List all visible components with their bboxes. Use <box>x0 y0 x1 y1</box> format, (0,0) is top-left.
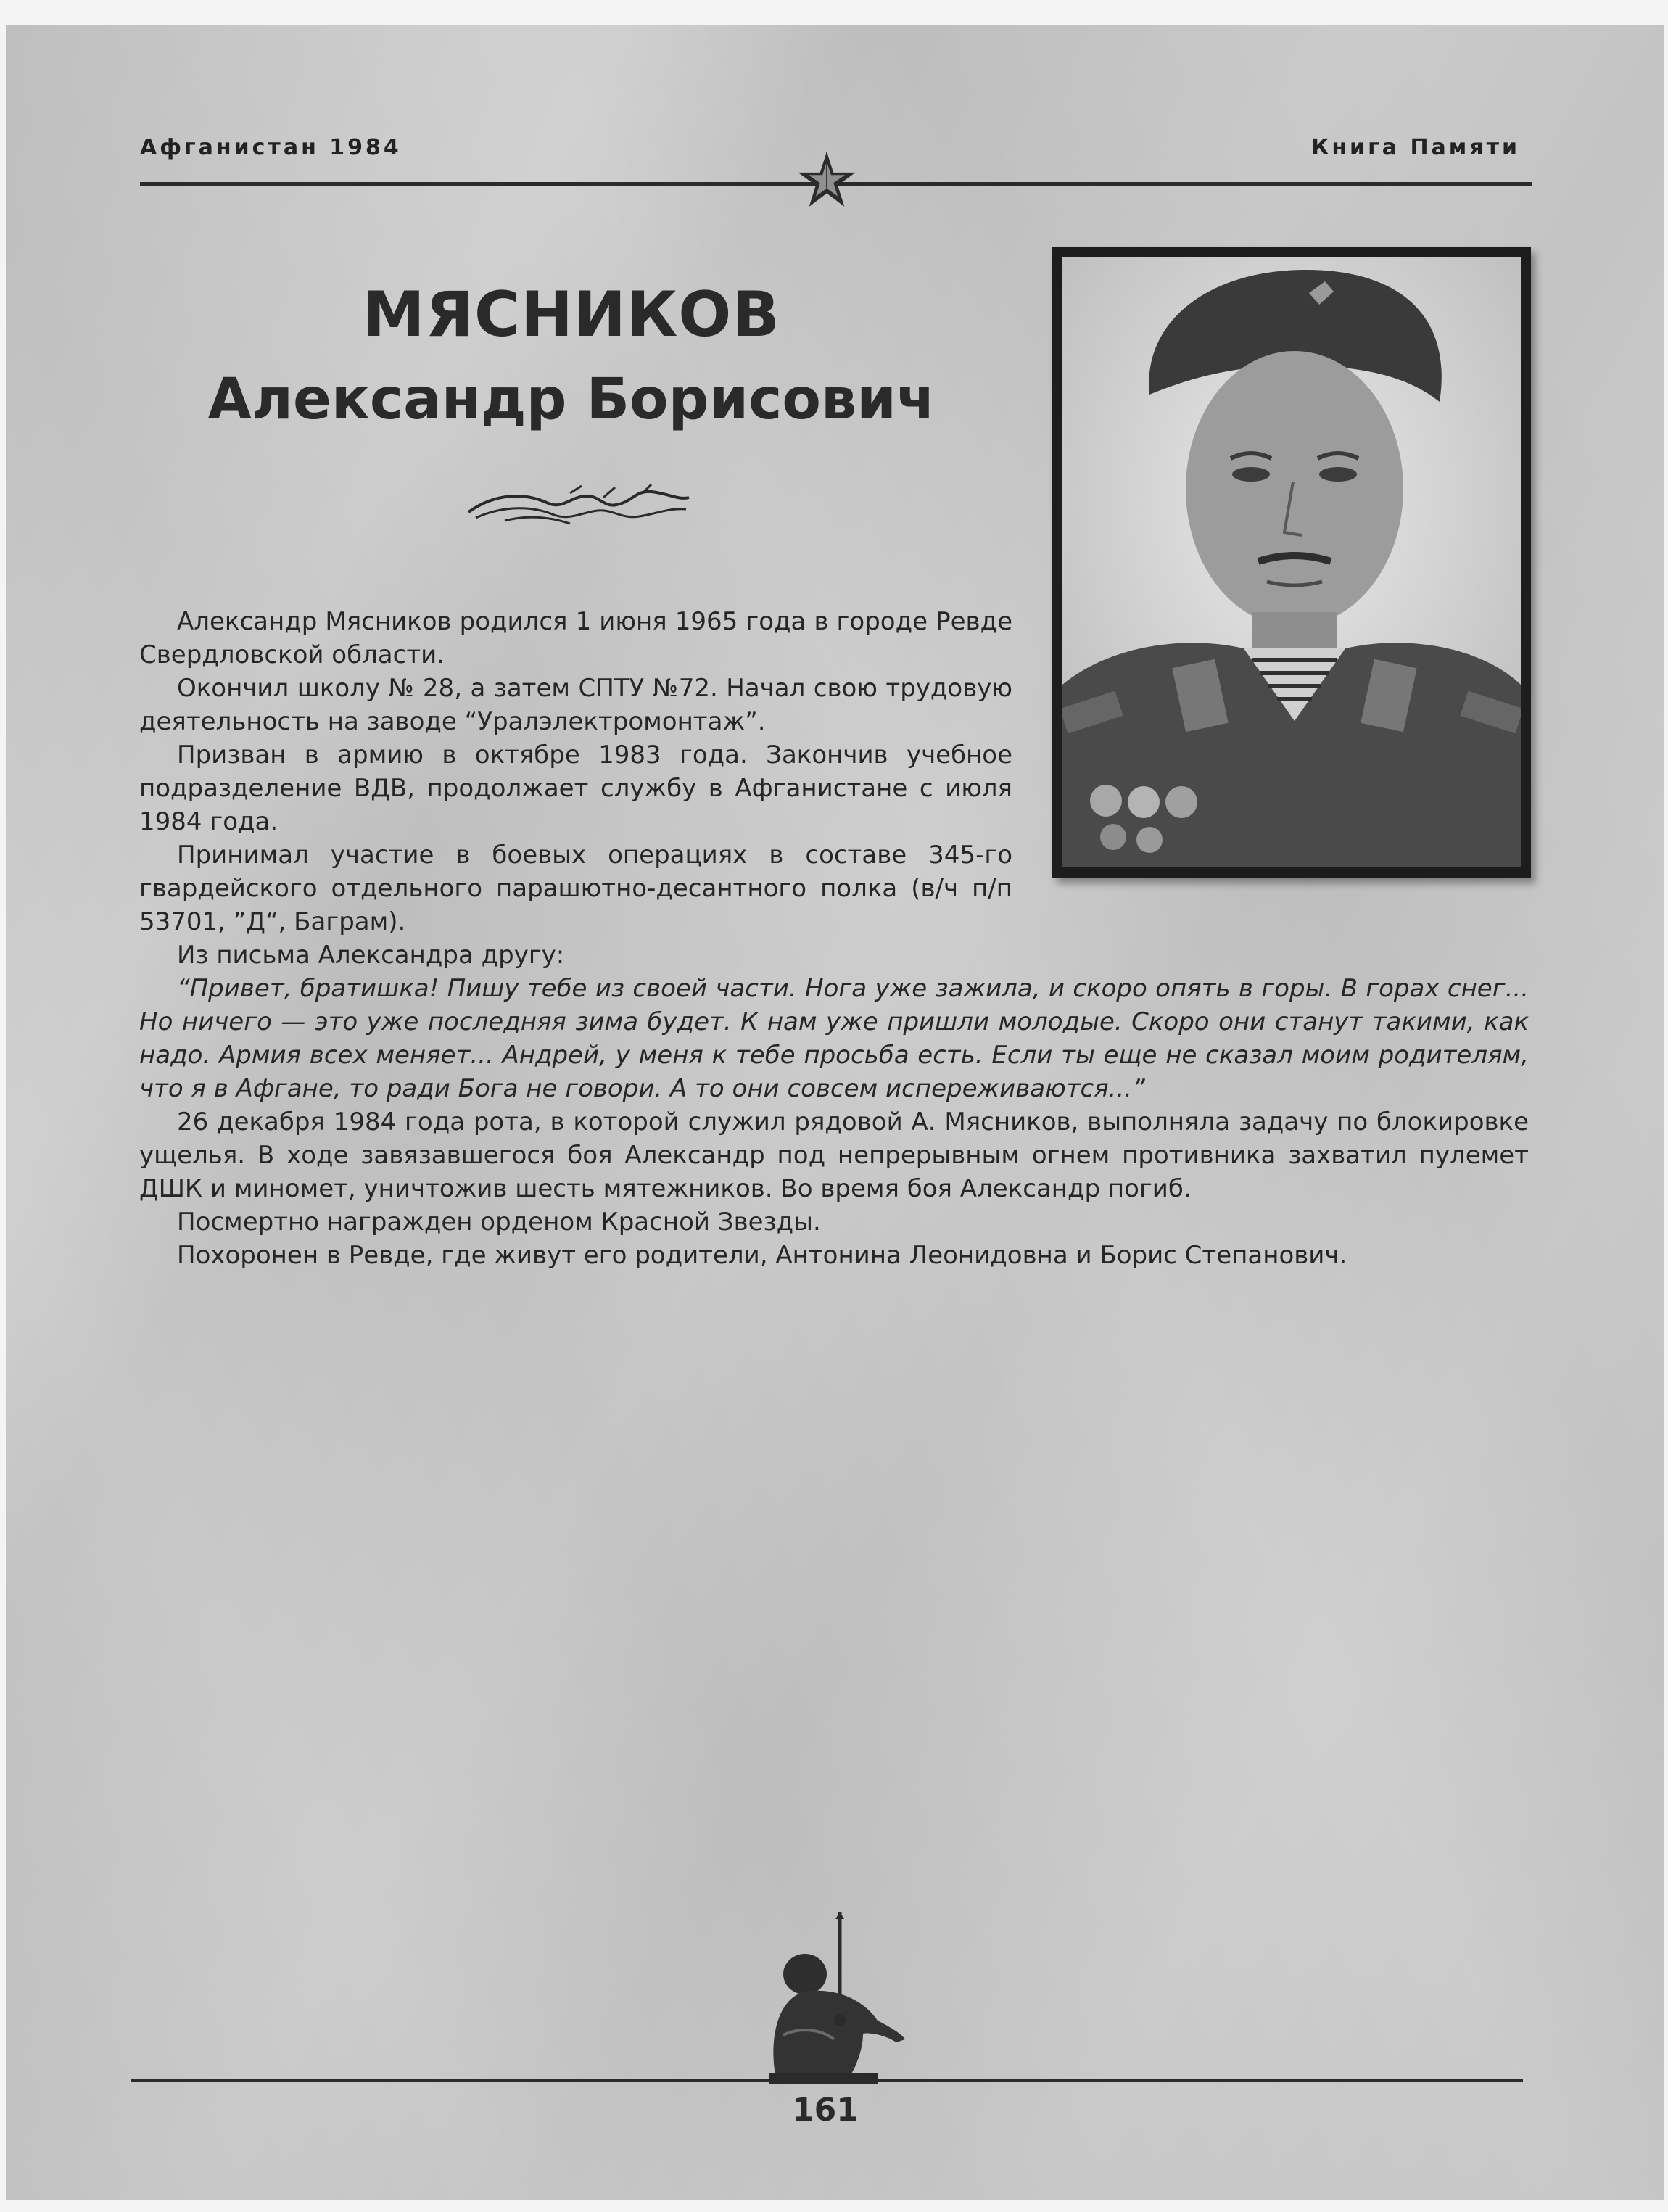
footer-divider <box>131 2079 1523 2082</box>
person-surname: МЯСНИКОВ <box>363 278 780 351</box>
bio-paragraph-burial: Похоронен в Ревде, где живут его родители, Антонина Леонидовна и Борис Степанович. <box>177 1241 1347 1270</box>
bio-paragraph-letter-intro: Из письма Александра другу: <box>177 941 565 970</box>
bio-paragraph-birth: Александр Мясников родился 1 июня 1965 года в городе Ревде Свердловской области. <box>139 607 1012 669</box>
page-number: 161 <box>792 2092 859 2129</box>
bio-paragraph-battle: 26 декабря 1984 года рота, в которой служил рядовой А. Мясников, выполняла задачу по блокировке ущелья. В ходе завязавшегося боя Александр под непрерывным огнем противника захватил пулемет ДШК и миномет, уничтожив шесть мятежников. Во время боя Александр погиб. <box>139 1107 1529 1203</box>
header-left-label: Афганистан 1984 <box>140 135 402 160</box>
soldier-emblem-icon <box>754 1912 912 2086</box>
header-right-label: Книга Памяти <box>1310 135 1520 160</box>
bio-paragraph-service: Принимал участие в боевых операциях в составе 345-го гвардейского отдельного парашютно-десантного полка (в/ч п/п 53701, ”Д“, Баграм). <box>139 841 1012 936</box>
bio-paragraph-award: Посмертно награжден орденом Красной Звезды. <box>177 1208 821 1237</box>
star-icon <box>796 149 857 210</box>
book-page <box>6 25 1664 2200</box>
bio-letter-quote: “Привет, братишка! Пишу тебе из своей части. Нога уже зажила, и скоро опять в горы. В горах снег... Но ничего — это уже последняя зима будет. К нам уже пришли молодые. Скоро они станут такими, как надо. Армия всех меняет... Андрей, у меня к тебе просьба есть. Если ты еще не сказал моим родителям, что я в Афгане, то ради Бога не говори. А то они совсем испереживаются...” <box>139 974 1529 1103</box>
person-given-names: Александр Борисович <box>207 367 936 432</box>
bio-paragraph-education: Окончил школу № 28, а затем СПТУ №72. Начал свою трудовую деятельность на заводе “Уралэлектромонтаж”. <box>139 674 1012 736</box>
ornament-icon <box>461 483 693 528</box>
biography-text <box>139 605 1529 1272</box>
bio-paragraph-conscription: Призван в армию в октябре 1983 года. Закончив учебное подразделение ВДВ, продолжает службу в Афганистане с июля 1984 года. <box>139 740 1012 836</box>
